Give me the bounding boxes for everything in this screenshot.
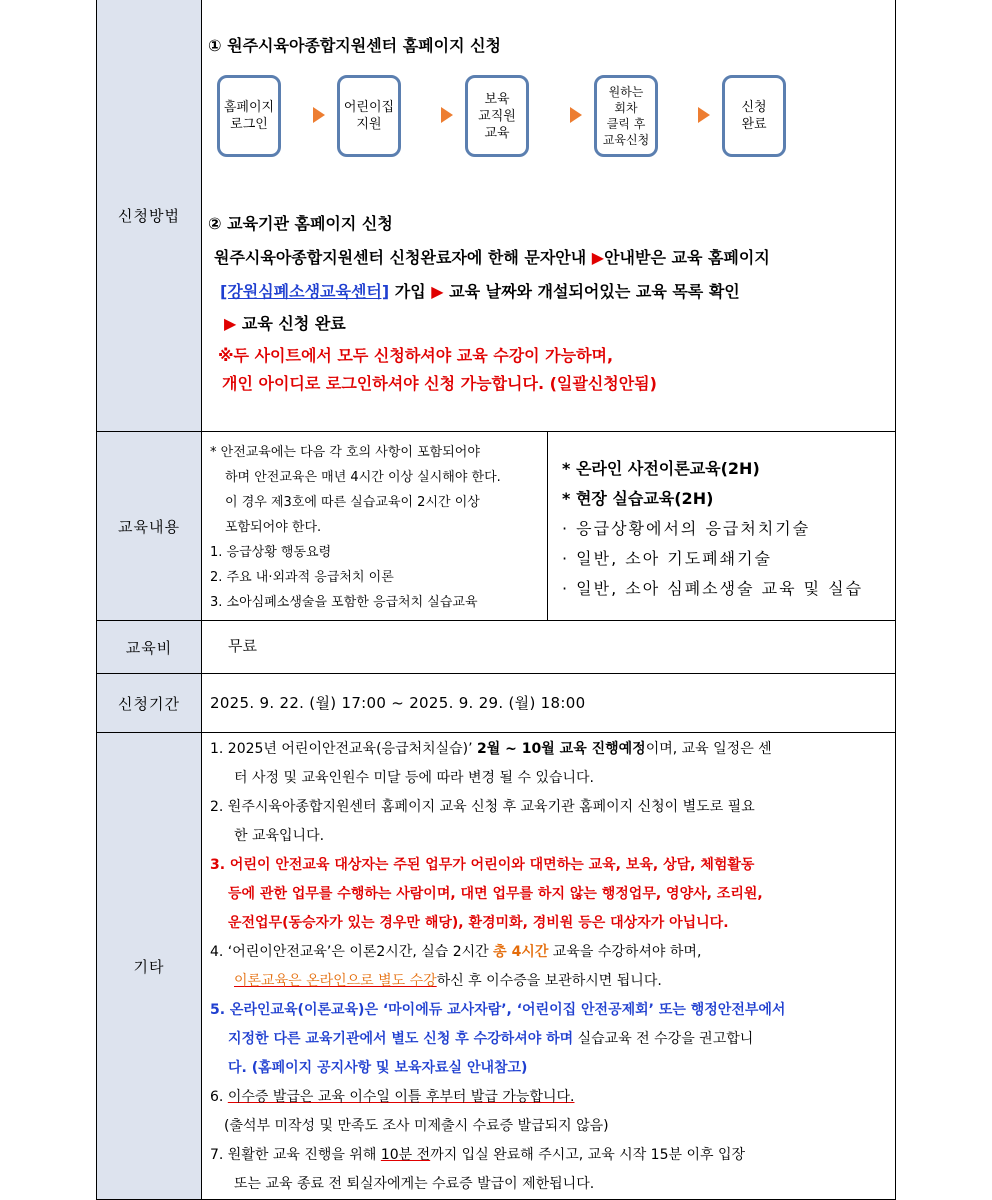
info-table bbox=[96, 0, 896, 1200]
step-select-session: 원하는 회차 클릭 후 교육신청 bbox=[594, 75, 658, 157]
onsite-practice-item: * 현장 실습교육(2H) bbox=[562, 489, 714, 508]
content-left-line: 포함되어야 한다. bbox=[225, 520, 322, 535]
etc-item-3-cont: 운전업무(동승자가 있는 경우만 해당), 환경미화, 경비원 등은 대상자가 아닙니다. bbox=[228, 915, 729, 931]
etc-item-2: 2. 원주시육아종합지원센터 홈페이지 교육 신청 후 교육기관 홈페이지 신청이 별도로 필요 bbox=[210, 799, 755, 815]
gangwon-cpr-link[interactable]: [강원심폐소생교육센터] bbox=[220, 282, 390, 301]
arrow-right-icon bbox=[570, 107, 582, 123]
content-left-line: 하며 안전교육은 매년 4시간 이상 실시해야 한다. bbox=[225, 470, 501, 485]
etc-item-1-cont: 터 사정 및 교육인원수 미달 등에 따라 변경 될 수 있습니다. bbox=[234, 770, 595, 786]
fee-value: 무료 bbox=[228, 637, 257, 655]
method-line-1: 원주시육아종합지원센터 신청완료자에 한해 문자안내 ▶안내받은 교육 홈페이지 bbox=[214, 248, 770, 267]
etc-item-5-cont: 지정한 다른 교육기관에서 별도 신청 후 수강하셔야 하며 실습교육 전 수강을 권고합니 bbox=[228, 1031, 754, 1047]
method-note-2: 개인 아이디로 로그인하셔야 신청 가능합니다. (일괄신청안됨) bbox=[222, 374, 657, 393]
content-left bbox=[202, 432, 548, 620]
content-right-line: · 일반, 소아 기도폐쇄기술 bbox=[562, 549, 772, 568]
content-cell bbox=[202, 432, 896, 621]
content-left-line: 이 경우 제3호에 따른 실습교육이 2시간 이상 bbox=[225, 495, 480, 510]
content-label: 교육내용 bbox=[97, 432, 202, 621]
fee-label: 교육비 bbox=[97, 621, 202, 674]
etc-item-5: 5. 온라인교육(이론교육)은 ‘마이에듀 교사자람’, ‘어린이집 안전공제회’ 또는 행정안전부에서 bbox=[210, 1002, 786, 1018]
method-label: 신청방법 bbox=[97, 0, 202, 432]
step-flow bbox=[217, 75, 817, 159]
etc-label: 기타 bbox=[97, 733, 202, 1200]
step-login: 홈페이지 로그인 bbox=[217, 75, 281, 157]
triangle-right-icon: ▶ bbox=[591, 248, 605, 267]
content-left-line: 2. 주요 내·외과적 응급처치 이론 bbox=[210, 570, 394, 585]
content-right-line: · 응급상황에서의 응급처치기술 bbox=[562, 519, 811, 538]
etc-item-4-cont: 이론교육은 온라인으로 별도 수강하신 후 이수증을 보관하시면 됩니다. bbox=[234, 973, 662, 989]
method-line-3: ▶ 교육 신청 완료 bbox=[224, 314, 346, 333]
period-value: 2025. 9. 22. (월) 17:00 ~ 2025. 9. 29. (월) 18:00 bbox=[210, 694, 586, 712]
etc-item-2-cont: 한 교육입니다. bbox=[234, 828, 325, 844]
method-heading-1: ① 원주시육아종합지원센터 홈페이지 신청 bbox=[208, 36, 502, 55]
content-left-line: 3. 소아심폐소생술을 포함한 응급처치 실습교육 bbox=[210, 595, 478, 610]
step-complete: 신청 완료 bbox=[722, 75, 786, 157]
method-line-2: [강원심폐소생교육센터] 가입 ▶ 교육 날짜와 개설되어있는 교육 목록 확인 bbox=[220, 282, 740, 301]
step-daycare: 어린이집 지원 bbox=[337, 75, 401, 157]
etc-item-6-cont: (출석부 미작성 및 만족도 조사 미제출시 수료증 발급되지 않음) bbox=[224, 1118, 609, 1134]
arrow-right-icon bbox=[698, 107, 710, 123]
content-right bbox=[548, 432, 895, 620]
etc-cell bbox=[202, 733, 896, 1200]
step-teacher-edu: 보육 교직원 교육 bbox=[465, 75, 529, 157]
etc-item-3-cont: 등에 관한 업무를 수행하는 사람이며, 대면 업무를 하지 않는 행정업무, 영양사, 조리원, bbox=[228, 886, 763, 902]
content-right-line: · 일반, 소아 심폐소생술 교육 및 실습 bbox=[562, 579, 864, 598]
content-left-line: 1. 응급상황 행동요령 bbox=[210, 545, 332, 560]
online-theory-item: * 온라인 사전이론교육(2H) bbox=[562, 459, 760, 478]
etc-item-5-cont: 다. (홈페이지 공지사항 및 보육자료실 안내참고) bbox=[228, 1060, 528, 1076]
arrow-right-icon bbox=[313, 107, 325, 123]
etc-item-7-cont: 또는 교육 종료 전 퇴실자에게는 수료증 발급이 제한됩니다. bbox=[234, 1176, 595, 1192]
method-cell bbox=[202, 0, 896, 432]
content-left-line: * 안전교육에는 다음 각 호의 사항이 포함되어야 bbox=[210, 445, 480, 460]
etc-item-4: 4. ‘어린이안전교육’은 이론2시간, 실습 2시간 총 4시간 교육을 수강하셔야 하며, bbox=[210, 944, 702, 960]
method-heading-2: ② 교육기관 홈페이지 신청 bbox=[208, 214, 393, 233]
etc-item-6: 6. 이수증 발급은 교육 이수일 이틀 후부터 발급 가능합니다. bbox=[210, 1089, 575, 1105]
etc-item-7: 7. 원활한 교육 진행을 위해 10분 전까지 입실 완료해 주시고, 교육 시작 15분 이후 입장 bbox=[210, 1147, 746, 1163]
arrow-right-icon bbox=[441, 107, 453, 123]
etc-item-3: 3. 어린이 안전교육 대상자는 주된 업무가 어린이와 대면하는 교육, 보육, 상담, 체험활동 bbox=[210, 857, 755, 873]
etc-item-1: 1. 2025년 어린이안전교육(응급처치실습)’ 2월 ~ 10월 교육 진행예정이며, 교육 일정은 센 bbox=[210, 741, 772, 757]
method-note-1: ※두 사이트에서 모두 신청하셔야 교육 수강이 가능하며, bbox=[218, 346, 614, 365]
triangle-right-icon: ▶ bbox=[431, 282, 444, 301]
period-label: 신청기간 bbox=[97, 674, 202, 733]
triangle-right-icon: ▶ bbox=[224, 314, 237, 333]
